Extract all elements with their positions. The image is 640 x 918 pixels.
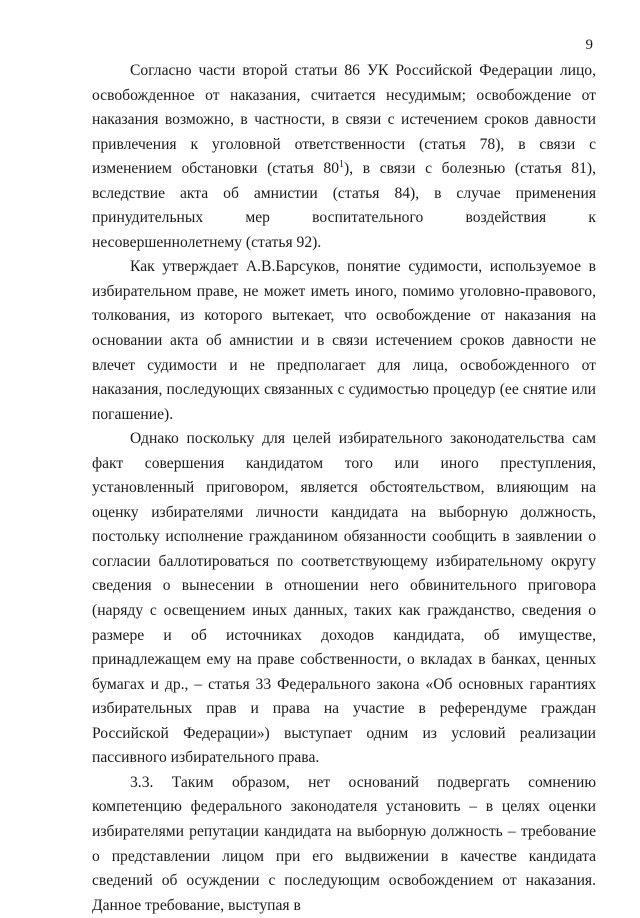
superscript-footnote: 1 bbox=[339, 159, 345, 171]
page-number: 9 bbox=[585, 37, 593, 53]
paragraph-3: Однако поскольку для целей избирательного законодательства сам факт совершения кандидатом того или иного преступления, установленный приговором, является обстоятельством, влияющим на оценку избирателями личности кандидата на выборную должность, постольку исполнение гражданином обязанности сообщить в заявлении о согласии баллотироваться по соответствующему избирательному округу сведения о вынесении в отношении него обвинительного приговора (наряду с освещением иных данных, таких как гражданство, сведения о размере и об источниках доходов кандидата, об имуществе, принадлежащем ему на праве собственности, о вкладах в банках, ценных бумагах и др., – статья 33 Федерального закона «Об основных гарантиях избирательных прав и права на участие в референдуме граждан Российской Федерации») выступает одним из условий реализации пассивного избирательного права. bbox=[92, 430, 596, 767]
paragraph-1-text-end: ), в связи с болезнью (статья 81), вследствие акта об амнистии (статья 84), в случае применения принудительных мер воспитательного воздействия к несовершеннолетнему (статья 92). bbox=[92, 160, 596, 251]
paragraph-4: 3.3. Таким образом, нет оснований подвергать сомнению компетенцию федерального законодателя установить – в целях оценки избирателями репутации кандидата на выборную должность – требование о представлении лицом при его выдвижении в качестве кандидата сведений об осуждении с последующим освобождением от наказания. Данное требование, выступая в bbox=[92, 773, 596, 914]
paragraph-2: Как утверждает А.В.Барсуков, понятие судимости, используемое в избирательном праве, не может иметь иного, помимо уголовно-правового, толкования, из которого вытекает, что освобождение от наказания на основании акта об амнистии и в связи истечением сроков давности не влечет судимости и не предполагает для лица, освобожденного от наказания, последующих связанных с судимостью процедур (ее снятие или погашение). bbox=[92, 258, 596, 423]
paragraph-1 bbox=[92, 59, 596, 255]
document-body bbox=[92, 59, 596, 918]
paragraph-1-text-start: Согласно части второй статьи 86 УК Российской Федерации лицо, освобожденное от наказания, считается несудимым; освобождение от наказания возможно, в частности, в связи с истечением сроков давности привлечения к уголовной ответственности (статья 78), в связи с изменением обстановки (статья 80 bbox=[92, 62, 596, 178]
